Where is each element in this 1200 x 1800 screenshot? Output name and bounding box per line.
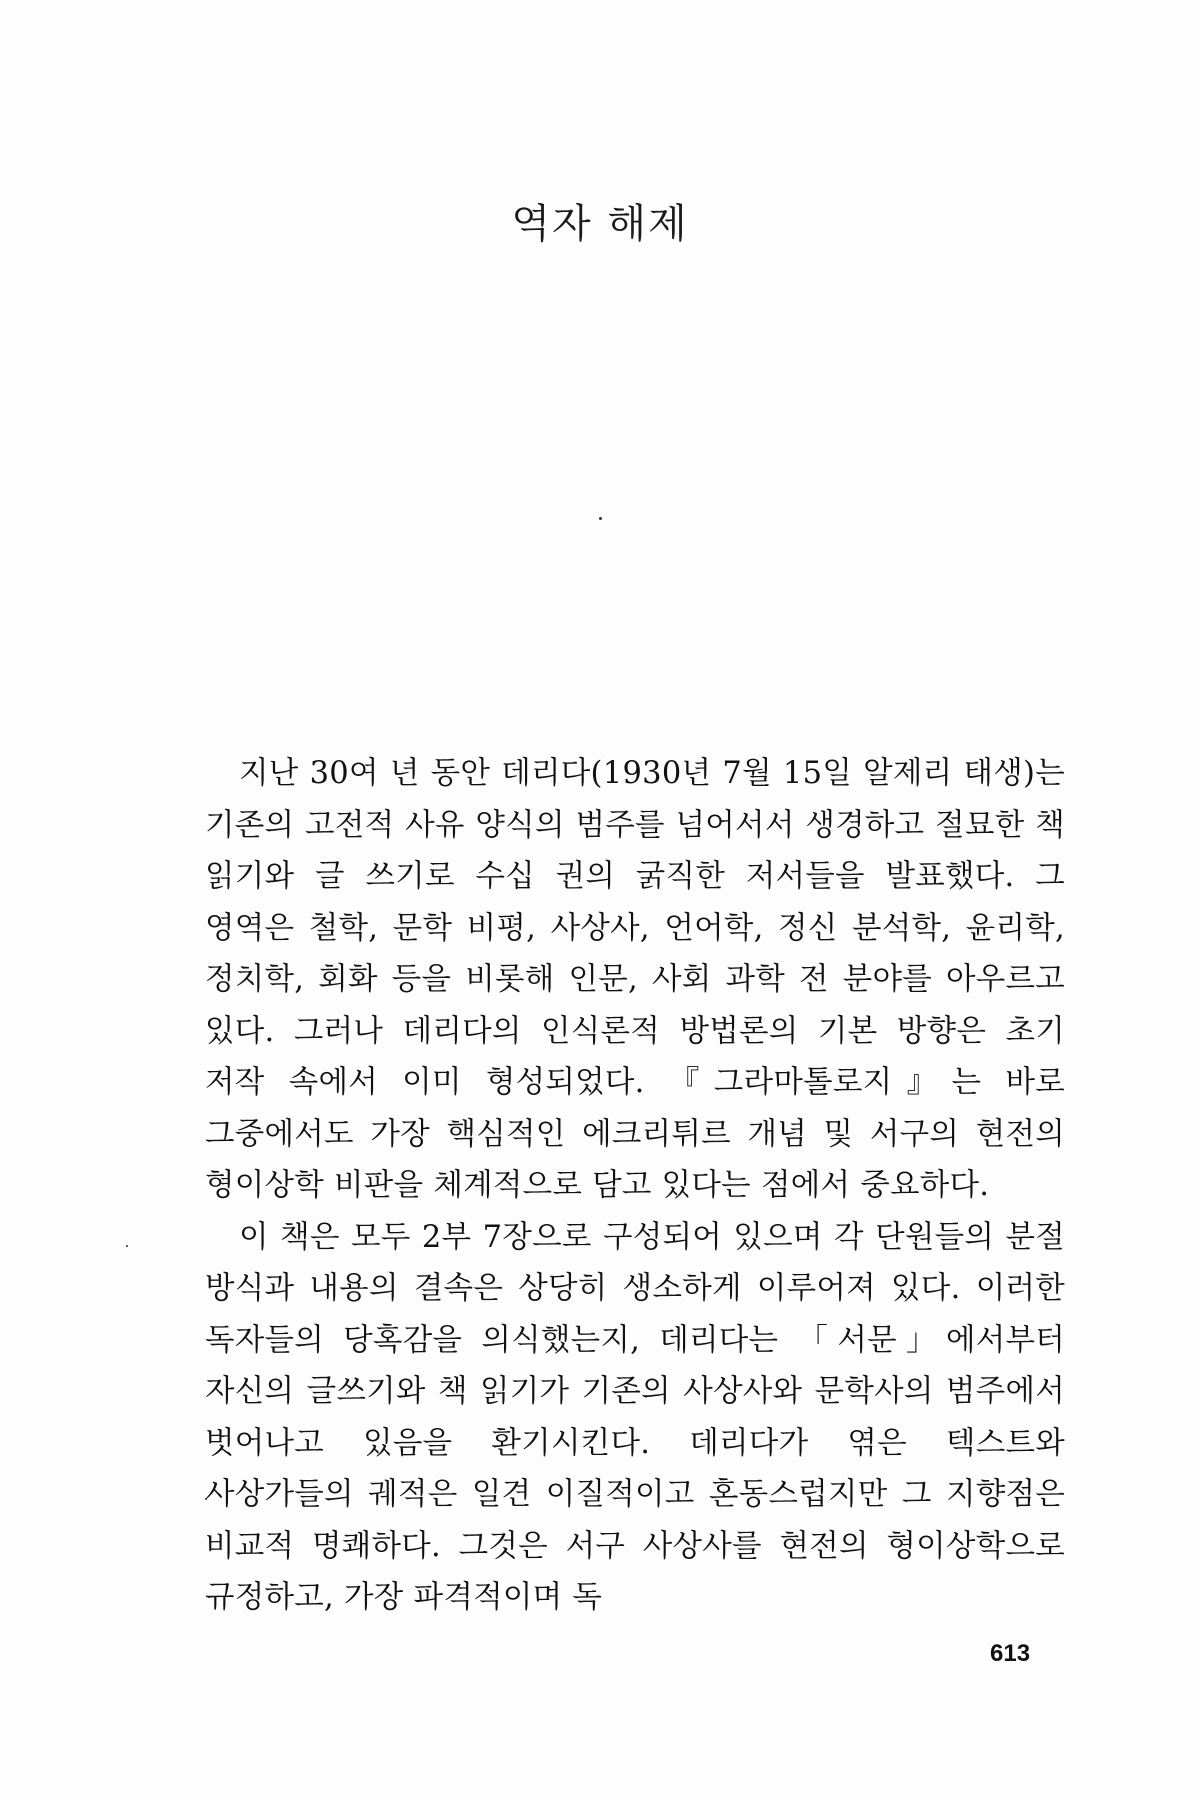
body-text	[205, 748, 1065, 1624]
paragraph-2	[205, 1212, 1065, 1624]
scan-speck	[599, 517, 602, 520]
paragraph-1-text: 지난 30여 년 동안 데리다(1930년 7월 15일 알제리 태생)는 기존의 고전적 사유 양식의 범주를 넘어서서 생경하고 절묘한 책 읽기와 글 쓰기로 수십 권의 굵직한 저서들을 발표했다. 그 영역은 철학, 문학 비평, 사상사, 언어학, 정신 분석학, 윤리학, 정치학, 회화 등을 비롯해 인문, 사회 과학 전 분야를 아우르고 있다. 그러나 데리다의 인식론적 방법론의 기본 방향은 초기 저작 속에서 이미 형성되었다. 『그라마톨로지』는 바로 그중에서도 가장 핵심적인 에크리튀르 개념 및 서구의 현전의 형이상학 비판을 체계적으로 담고 있다는 점에서 중요하다.	[205, 756, 1065, 1203]
chapter-title: 역자 해제	[511, 201, 689, 247]
paragraph-1	[205, 748, 1065, 1212]
scan-speck	[126, 1245, 128, 1247]
page-number: 613	[990, 1640, 1031, 1667]
paragraph-2-text: 이 책은 모두 2부 7장으로 구성되어 있으며 각 단원들의 분절 방식과 내용의 결속은 상당히 생소하게 이루어져 있다. 이러한 독자들의 당혹감을 의식했는지, 데리다는 「서문」에서부터 자신의 글쓰기와 책 읽기가 기존의 사상사와 문학사의 범주에서 벗어나고 있음을 환기시킨다. 데리다가 엮은 텍스트와 사상가들의 궤적은 일견 이질적이고 혼동스럽지만 그 지향점은 비교적 명쾌하다. 그것은 서구 사상사를 현전의 형이상학으로 규정하고, 가장 파격적이며 독	[205, 1219, 1065, 1615]
